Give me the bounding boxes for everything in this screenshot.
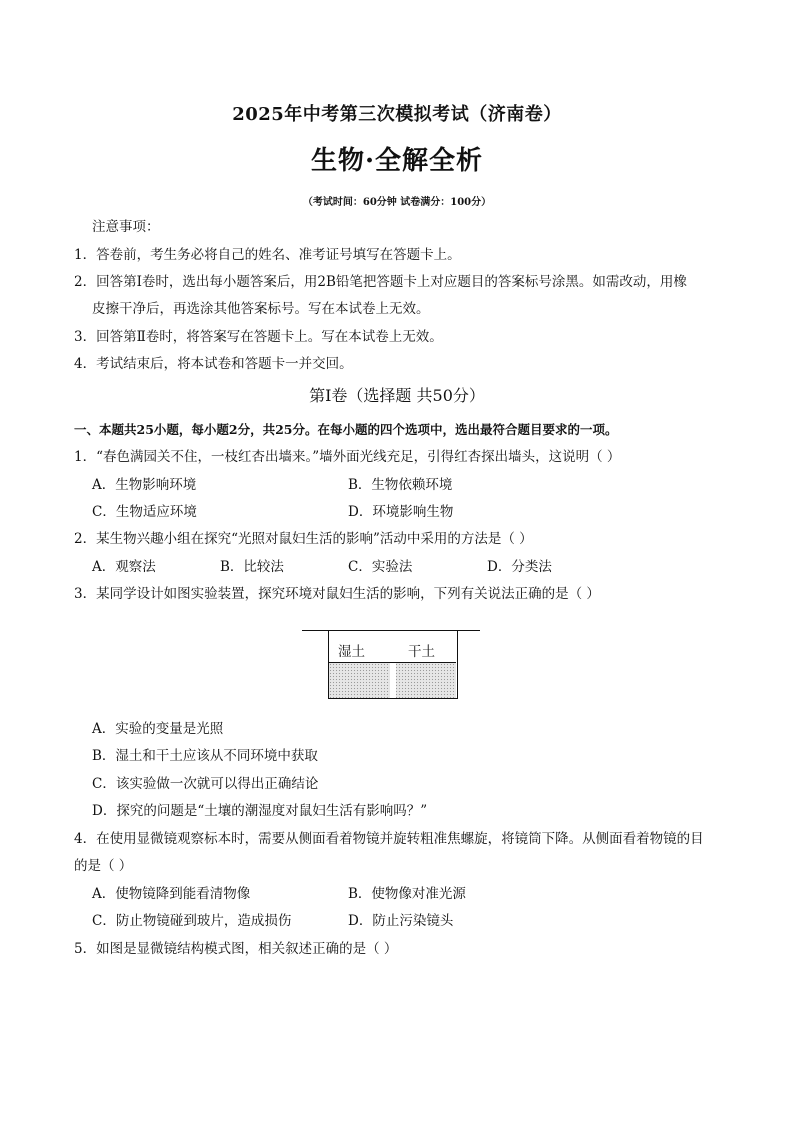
q2-option-c: C．实验法 — [348, 559, 413, 575]
notes-heading: 注意事项： — [92, 219, 160, 235]
q4-option-c: C．防止物镜碰到玻片，造成损伤 — [92, 913, 292, 929]
figure-label-dry-soil: 干土 — [408, 644, 435, 660]
q2-option-a: A．观察法 — [92, 559, 156, 575]
q1-option-c: C．生物适应环境 — [92, 504, 197, 520]
exam-subtitle: 生物·全解全析 — [310, 146, 484, 176]
note-item-3: 3．回答第Ⅱ卷时，将答案写在答题卡上。写在本试卷上无效。 — [74, 329, 443, 345]
q1-option-a: A．生物影响环境 — [92, 477, 197, 493]
figure-soil-gap — [390, 663, 396, 698]
q3-option-b: B．湿土和干土应该从不同环境中获取 — [92, 748, 318, 764]
q2-option-b: B．比较法 — [220, 559, 284, 575]
note-item-2: 2．回答第Ⅰ卷时，选出每小题答案后，用2B铅笔把答题卡上对应题目的答案标号涂黑。如需改动，用橡 — [74, 274, 687, 290]
q3-option-a: A．实验的变量是光照 — [92, 721, 224, 737]
section-title: 第Ⅰ卷（选择题 共50分） — [309, 386, 485, 405]
q4-option-d: D．防止污染镜头 — [348, 913, 454, 929]
q1-option-d: D．环境影响生物 — [348, 504, 454, 520]
q2-option-d: D．分类法 — [487, 559, 552, 575]
q3-option-d: D．探究的问题是“土壤的潮湿度对鼠妇生活有影响吗？” — [92, 803, 428, 819]
q1-option-b: B．生物依赖环境 — [348, 477, 453, 493]
q1-stem: 1．“春色满园关不住，一枝红杏出墙来。”墙外面光线充足，引得红杏探出墙头，这说明（ ） — [74, 449, 621, 465]
q2-stem: 2．某生物兴趣小组在探究“光照对鼠妇生活的影响”活动中采用的方法是（ ） — [74, 531, 533, 547]
q4-option-a: A．使物镜降到能看清物像 — [92, 886, 251, 902]
figure-label-wet-soil: 湿土 — [338, 644, 365, 660]
q4-stem-line2: 的是（ ） — [74, 858, 133, 874]
section-instruction: 一、本题共25小题，每小题2分，共25分。在每小题的四个选项中，选出最符合题目要求的一项。 — [74, 422, 618, 437]
q5-stem: 5．如图是显微镜结构模式图，相关叙述正确的是（ ） — [74, 941, 398, 957]
q4-stem-line1: 4．在使用显微镜观察标本时，需要从侧面看着物镜并旋转粗准焦螺旋，将镜筒下降。从侧面看着物镜的目 — [74, 831, 704, 847]
exam-info: （考试时间：60分钟 试卷满分：100分） — [302, 197, 492, 208]
q3-experiment-figure — [302, 630, 480, 700]
q4-option-b: B．使物像对准光源 — [348, 886, 466, 902]
note-item-4: 4．考试结束后，将本试卷和答题卡一并交回。 — [74, 356, 353, 372]
note-item-2-cont: 皮擦干净后，再选涂其他答案标号。写在本试卷上无效。 — [92, 301, 430, 317]
note-item-1: 1．答卷前，考生务必将自己的姓名、准考证号填写在答题卡上。 — [74, 247, 461, 263]
q3-option-c: C．该实验做一次就可以得出正确结论 — [92, 776, 319, 792]
exam-title: 2025年中考第三次模拟考试（济南卷） — [232, 104, 562, 125]
q3-stem: 3．某同学设计如图实验装置，探究环境对鼠妇生活的影响，下列有关说法正确的是（ ） — [74, 586, 600, 602]
